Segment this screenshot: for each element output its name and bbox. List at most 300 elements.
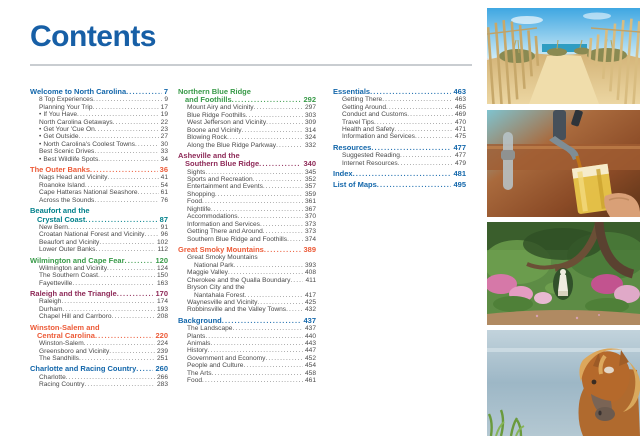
entry-label: Durham <box>39 305 63 313</box>
section-page-number: 437 <box>303 315 316 325</box>
toc-entry <box>333 126 466 133</box>
toc-entry <box>178 277 316 284</box>
dot-leader <box>79 355 155 362</box>
dot-leader <box>263 183 303 190</box>
dot-leader <box>242 127 303 134</box>
bullet-icon: • <box>39 111 42 119</box>
dot-leader <box>85 216 157 224</box>
section-heading <box>333 88 466 96</box>
toc-column-1 <box>30 88 168 392</box>
entry-label: North Carolina Getaways <box>39 118 113 126</box>
entry-page-number: 479 <box>454 159 466 167</box>
entry-page-number: 469 <box>454 111 466 119</box>
dot-leader <box>109 348 155 355</box>
toc-entry <box>30 197 168 204</box>
dot-leader <box>84 381 155 388</box>
dot-leader <box>136 365 153 373</box>
toc-section <box>178 88 316 149</box>
section-heading-label: Wilmington and Cape Fear <box>30 255 125 265</box>
toc-section <box>333 181 466 189</box>
section-heading-label: Asheville and the <box>178 151 240 161</box>
dot-leader <box>205 169 303 176</box>
entry-label: Health and Safety <box>342 126 395 134</box>
section-heading <box>30 332 168 340</box>
toc-entry <box>30 141 168 148</box>
dot-leader <box>377 181 452 189</box>
dot-leader <box>113 119 159 126</box>
entry-label: Great Smoky Mountains <box>187 254 258 262</box>
entry-page-number: 9 <box>164 96 168 104</box>
dot-leader <box>66 374 155 381</box>
entry-page-number: 102 <box>156 238 168 246</box>
dot-leader <box>266 119 303 126</box>
section-page-number: 340 <box>303 159 316 169</box>
toc-entry <box>178 306 316 313</box>
dot-leader <box>245 292 303 299</box>
entry-label: New Bern <box>39 223 68 231</box>
toc-column-2 <box>178 88 316 388</box>
entry-label: People and Culture <box>187 362 244 370</box>
entry-label: Government and Economy <box>187 354 266 362</box>
section-page-number: 87 <box>159 214 168 224</box>
dot-leader <box>211 206 303 213</box>
toc-section <box>30 290 168 321</box>
dot-leader <box>370 88 451 96</box>
section-heading <box>333 144 466 152</box>
entry-label: Wilmington and Vicinity <box>39 264 108 272</box>
entry-label: Lower Outer Banks <box>39 246 96 254</box>
toc-entry <box>30 156 168 163</box>
entry-label: Robbinsville and the Valley Towns <box>187 306 287 314</box>
entry-page-number: 471 <box>454 126 466 134</box>
entry-page-number: 163 <box>156 279 168 287</box>
section-page-number: 260 <box>155 364 168 374</box>
entry-label: Maggie Valley <box>187 269 228 277</box>
section-heading <box>30 365 168 373</box>
dot-leader <box>68 224 159 231</box>
dot-leader <box>93 96 162 103</box>
entry-label: Shopping <box>187 190 215 198</box>
entry-page-number: 41 <box>160 174 168 182</box>
dot-leader <box>394 126 453 133</box>
photo-wild-pony <box>487 330 640 436</box>
toc-entry <box>178 183 316 190</box>
dot-leader <box>95 246 155 253</box>
entry-label: Getting There and Around <box>187 228 263 236</box>
entry-label: Croatan National Forest and Vicinity <box>39 231 145 239</box>
dot-leader <box>257 299 303 306</box>
dot-leader <box>371 144 451 152</box>
toc-entry <box>30 272 168 279</box>
section-page-number: 292 <box>303 95 316 105</box>
entry-label: The Arts <box>187 369 212 377</box>
toc-entry <box>178 333 316 340</box>
toc-entry <box>178 370 316 377</box>
toc-entry <box>178 127 316 134</box>
entry-page-number: 266 <box>156 373 168 381</box>
entry-label: Conduct and Customs <box>342 111 408 119</box>
entry-label: West Jefferson and Vicinity <box>187 119 267 127</box>
entry-page-number: 332 <box>304 141 316 149</box>
entry-label: Get Your 'Cue On <box>43 126 95 134</box>
section-heading-label: Crystal Coast <box>37 214 86 224</box>
garden-statue-illustration <box>487 222 640 325</box>
entry-label: Nags Head and Vicinity <box>39 174 108 182</box>
section-heading-label: Great Smoky Mountains <box>178 245 264 255</box>
toc-entry <box>178 254 316 261</box>
toc-section <box>30 365 168 388</box>
dot-leader <box>415 133 453 140</box>
entry-label: Getting Around <box>342 103 386 111</box>
entry-page-number: 208 <box>156 313 168 321</box>
toc-section <box>333 88 466 141</box>
dot-leader <box>94 148 158 155</box>
entry-page-number: 91 <box>160 223 168 231</box>
entry-label: National Park <box>194 261 234 269</box>
toc-entry <box>30 182 168 189</box>
entry-label: History <box>187 347 208 355</box>
entry-page-number: 425 <box>304 298 316 306</box>
dot-leader <box>79 133 159 140</box>
entry-label: Boone and Vicinity <box>187 126 242 134</box>
toc-entry <box>30 96 168 103</box>
toc-entry <box>333 133 466 140</box>
dot-leader <box>382 96 453 103</box>
entry-page-number: 417 <box>304 291 316 299</box>
toc-entry <box>30 189 168 196</box>
entry-page-number: 34 <box>160 155 168 163</box>
dot-leader <box>246 112 303 119</box>
toc-section <box>333 170 466 178</box>
dot-leader <box>212 370 303 377</box>
toc-entry <box>30 104 168 111</box>
toc-column-3 <box>333 88 466 192</box>
entry-page-number: 19 <box>160 111 168 119</box>
toc-entry <box>333 111 466 118</box>
toc-section <box>333 144 466 167</box>
toc-entry <box>178 236 316 243</box>
wild-pony-illustration <box>487 330 640 436</box>
entry-label: Internet Resources <box>342 159 398 167</box>
section-heading-label: and Foothills <box>185 95 232 105</box>
toc-entry <box>30 111 168 118</box>
section-heading-label: Background <box>178 315 222 325</box>
toc-entry <box>178 206 316 213</box>
entry-page-number: 23 <box>160 126 168 134</box>
dot-leader <box>232 96 302 104</box>
entry-page-number: 345 <box>304 168 316 176</box>
entry-page-number: 239 <box>156 347 168 355</box>
entry-label: Nightlife <box>187 205 211 213</box>
entry-label: Cape Hatteras National Seashore <box>39 189 138 197</box>
section-heading <box>333 170 466 178</box>
toc-entry <box>178 325 316 332</box>
entry-label: Charlotte <box>39 373 66 381</box>
entry-label: Racing Country <box>39 381 85 389</box>
entry-label: Sights <box>187 168 206 176</box>
toc-entry <box>178 347 316 354</box>
toc-entry <box>178 355 316 362</box>
dot-leader <box>202 198 303 205</box>
entry-label: Mount Airy and Vicinity <box>187 104 254 112</box>
toc-entry <box>30 126 168 133</box>
entry-label: The Landscape <box>187 325 233 333</box>
toc-entry <box>178 112 316 119</box>
dot-leader <box>290 277 303 284</box>
entry-page-number: 447 <box>304 347 316 355</box>
entry-label: Nantahala Forest <box>194 291 245 299</box>
toc-entry <box>178 213 316 220</box>
entry-label: Suggested Reading <box>342 152 400 160</box>
dot-leader <box>85 182 159 189</box>
entry-page-number: 463 <box>454 96 466 104</box>
section-page-number: 7 <box>163 87 168 96</box>
section-page-number: 463 <box>453 87 466 96</box>
entry-label: Cherokee and the Qualla Boundary <box>187 276 291 284</box>
section-heading <box>178 160 316 168</box>
bullet-icon: • <box>39 155 42 163</box>
entry-page-number: 370 <box>304 213 316 221</box>
page-title: Contents <box>30 20 156 53</box>
section-heading <box>333 181 466 189</box>
bullet-icon: • <box>39 133 42 141</box>
beer-tap-illustration <box>487 110 640 217</box>
entry-page-number: 477 <box>454 152 466 160</box>
entry-page-number: 150 <box>156 272 168 280</box>
section-heading-label: Northern Blue Ridge <box>178 87 251 96</box>
toc-entry <box>30 280 168 287</box>
dot-leader <box>107 174 158 181</box>
toc-entry <box>30 298 168 305</box>
dot-leader <box>228 269 303 276</box>
section-heading-label: Charlotte and Racing Country <box>30 364 137 374</box>
dot-leader <box>135 141 159 148</box>
entry-label: Winston-Salem <box>39 340 84 348</box>
dot-leader <box>263 228 303 235</box>
toc-entry <box>30 355 168 362</box>
entry-page-number: 33 <box>160 148 168 156</box>
section-heading <box>30 166 168 174</box>
entry-label: Raleigh <box>39 298 62 306</box>
dot-leader <box>259 160 301 168</box>
toc-entry <box>30 313 168 320</box>
entry-label: Travel Tips <box>342 118 374 126</box>
toc-entry <box>178 191 316 198</box>
section-heading-label: Central Carolina <box>37 330 95 340</box>
toc-entry <box>30 148 168 155</box>
entry-page-number: 452 <box>304 354 316 362</box>
beach-dune-path-illustration <box>487 8 640 104</box>
toc-section <box>178 152 316 243</box>
toc-entry <box>178 377 316 384</box>
dot-leader <box>286 306 303 313</box>
toc-entry <box>30 119 168 126</box>
entry-label: Blue Ridge Foothills <box>187 111 246 119</box>
toc-entry <box>178 262 316 269</box>
section-page-number: 36 <box>159 165 168 175</box>
dot-leader <box>72 280 155 287</box>
entry-label: If You Have <box>43 111 78 119</box>
entry-label: Food <box>187 198 203 206</box>
toc-entry <box>30 381 168 388</box>
dot-leader <box>276 142 303 149</box>
toc-section <box>30 166 168 204</box>
bullet-icon: • <box>39 126 42 134</box>
section-page-number: 389 <box>303 245 316 255</box>
section-heading-label: Raleigh and the Triangle <box>30 289 117 299</box>
section-heading-label: Resources <box>333 142 372 152</box>
section-page-number: 120 <box>155 255 168 265</box>
dot-leader <box>238 213 303 220</box>
dot-leader <box>243 362 303 369</box>
toc-entry <box>178 299 316 306</box>
entry-page-number: 443 <box>304 340 316 347</box>
entry-label: The Sandhills <box>39 354 79 362</box>
entry-label: Blowing Rock <box>187 134 227 142</box>
toc-entry <box>30 133 168 140</box>
entry-label: Information and Services <box>342 133 415 141</box>
entry-page-number: 54 <box>160 181 168 189</box>
entry-page-number: 393 <box>304 261 316 269</box>
entry-label: Chapel Hill and Carrboro <box>39 313 112 321</box>
entry-page-number: 174 <box>156 298 168 306</box>
entry-label: Sports and Recreation <box>187 175 253 183</box>
dot-leader <box>93 104 159 111</box>
section-heading-label: Beaufort and the <box>30 206 90 216</box>
entry-page-number: 470 <box>454 118 466 126</box>
dot-leader <box>202 377 303 384</box>
entry-page-number: 112 <box>157 246 168 254</box>
photo-beach-dune-path <box>487 8 640 104</box>
section-heading-label: Essentials <box>333 87 371 96</box>
entry-page-number: 458 <box>304 369 316 377</box>
entry-label: The Southern Coast <box>39 272 99 280</box>
toc-entry <box>178 221 316 228</box>
toc-entry <box>30 231 168 238</box>
dot-leader <box>398 160 453 167</box>
dot-leader <box>95 332 154 340</box>
entry-page-number: 193 <box>156 305 168 313</box>
entry-page-number: 352 <box>304 175 316 183</box>
toc-entry <box>178 142 316 149</box>
toc-entry <box>178 198 316 205</box>
toc-section <box>30 324 168 363</box>
toc-entry <box>30 265 168 272</box>
dot-leader <box>234 262 303 269</box>
toc-section <box>178 317 316 385</box>
entry-page-number: 61 <box>160 189 168 197</box>
dot-leader <box>117 290 154 298</box>
dot-leader <box>144 231 158 238</box>
section-page-number: 481 <box>453 169 466 179</box>
dot-leader <box>208 347 303 354</box>
toc-entry <box>178 362 316 369</box>
dot-leader <box>84 340 155 347</box>
entry-label: Best Wildlife Spots <box>43 155 99 163</box>
section-heading-label: Welcome to North Carolina <box>30 87 127 96</box>
entry-label: Along the Blue Ridge Parkway <box>187 141 277 149</box>
dot-leader <box>253 176 303 183</box>
entry-label: Waynesville and Vicinity <box>187 298 258 306</box>
entry-label: Planning Your Trip <box>39 103 93 111</box>
section-page-number: 495 <box>453 180 466 190</box>
dot-leader <box>265 355 303 362</box>
toc-entry <box>30 239 168 246</box>
photo-garden-statue-azaleas <box>487 222 640 325</box>
entry-label: Get Outside <box>43 133 79 141</box>
entry-page-number: 124 <box>156 264 168 272</box>
toc-section <box>30 257 168 288</box>
dot-leader <box>260 221 303 228</box>
dot-leader <box>222 317 302 325</box>
entry-page-number: 475 <box>454 133 466 141</box>
entry-page-number: 76 <box>160 196 168 204</box>
dot-leader <box>386 104 453 111</box>
toc-entry <box>30 224 168 231</box>
photo-beer-tap-pour <box>487 110 640 217</box>
dot-leader <box>112 313 155 320</box>
entry-label: Roanoke Island <box>39 181 85 189</box>
section-heading <box>30 257 168 265</box>
dot-leader <box>205 333 303 340</box>
dot-leader <box>138 189 159 196</box>
entry-label: Plants <box>187 332 206 340</box>
section-heading-label: The Outer Banks <box>30 165 91 175</box>
section-heading-label: Southern Blue Ridge <box>185 159 260 169</box>
bullet-icon: • <box>39 140 42 148</box>
entry-page-number: 432 <box>304 306 316 314</box>
entry-label: Across the Sounds <box>39 196 95 204</box>
entry-page-number: 408 <box>304 269 316 277</box>
section-heading-label: Winston-Salem and <box>30 322 100 332</box>
section-heading <box>30 290 168 298</box>
toc-entry <box>178 176 316 183</box>
entry-page-number: 17 <box>160 103 168 111</box>
toc-section <box>30 207 168 253</box>
toc-entry <box>178 134 316 141</box>
entry-page-number: 96 <box>160 231 168 239</box>
entry-label: 8 Top Experiences <box>39 96 94 104</box>
toc-entry <box>333 160 466 167</box>
section-page-number: 477 <box>453 142 466 152</box>
entry-label: Fayetteville <box>39 279 73 287</box>
entry-page-number: 27 <box>160 133 168 141</box>
toc-entry <box>178 119 316 126</box>
entry-label: Entertainment and Events <box>187 183 263 191</box>
entry-page-number: 411 <box>305 276 316 284</box>
dot-leader <box>210 340 303 347</box>
dot-leader <box>232 325 303 332</box>
entry-page-number: 22 <box>160 118 168 126</box>
entry-page-number: 461 <box>304 377 316 385</box>
toc-entry <box>178 228 316 235</box>
dot-leader <box>107 265 155 272</box>
entry-label: Getting There <box>342 96 383 104</box>
toc-entry <box>178 340 316 347</box>
section-heading-label: Index <box>333 169 353 179</box>
entry-page-number: 367 <box>304 205 316 213</box>
entry-page-number: 251 <box>156 354 168 362</box>
dot-leader <box>407 111 453 118</box>
dot-leader <box>90 166 158 174</box>
section-heading <box>30 216 168 224</box>
dot-leader <box>62 306 155 313</box>
dot-leader <box>400 152 453 159</box>
entry-label: Bryson City and the <box>187 284 245 292</box>
title-rule <box>30 64 472 66</box>
dot-leader <box>77 111 159 118</box>
toc-entry <box>178 104 316 111</box>
